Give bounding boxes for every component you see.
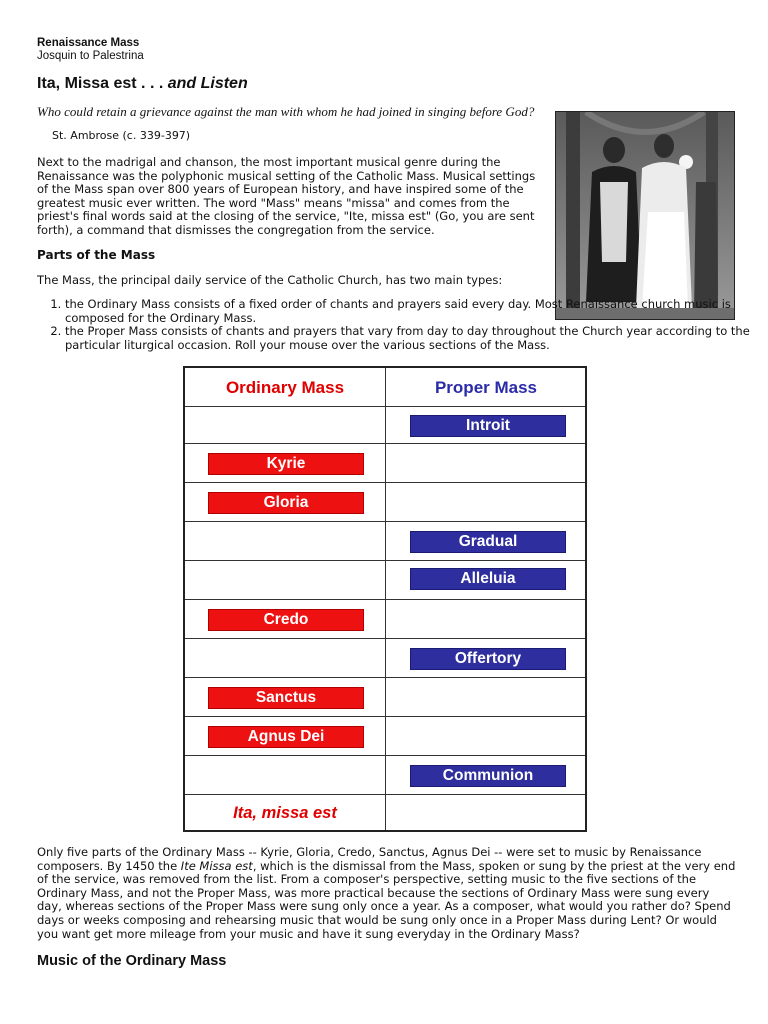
ite-missa-est-term: Ite Missa est <box>180 858 253 873</box>
intro-paragraph: Next to the madrigal and chanson, the most important musical genre during the Renaissance was the polyphonic musical setting of the Catholic Mass. Musical settings of the Mass span over 800 years of European history, and have inspired some of the greatest music ever written. The word "Mass" means "missa" and comes from the priest's final words said at the closing of the service, "Ite, missa est" (Go, you are sent forth), a command that dismisses the congregation from the service. <box>37 155 536 237</box>
ordinary-mass-header: Ordinary Mass <box>225 378 345 397</box>
page-title <box>37 75 248 93</box>
row-divider <box>185 482 585 483</box>
alleluia-button[interactable]: Alleluia <box>410 568 566 590</box>
mass-sections-table <box>183 366 587 832</box>
row-divider <box>185 406 585 407</box>
list-item: 1. the Ordinary Mass consists of a fixed order of chants and prayers said every day. Most Renaissance church music is composed for the Ordinary Mass. <box>65 298 768 325</box>
epigraph-attribution: St. Ambrose (c. 339-397) <box>52 129 191 142</box>
row-divider <box>185 599 585 600</box>
page-title-main: Ita, Missa est . . . <box>37 75 168 92</box>
ita-missa-est-label[interactable]: Ita, missa est <box>233 804 337 822</box>
agnus-dei-button[interactable]: Agnus Dei <box>208 726 364 748</box>
site-title: Renaissance Mass <box>37 37 140 49</box>
credo-button[interactable]: Credo <box>208 609 364 631</box>
parts-heading: Parts of the Mass <box>37 248 156 262</box>
row-divider <box>185 755 585 756</box>
mass-types-list <box>37 298 768 352</box>
closing-paragraph <box>37 846 737 941</box>
gradual-button[interactable]: Gradual <box>410 531 566 553</box>
priests-procession-photo <box>555 111 735 320</box>
list-item: 2. the Proper Mass consists of chants and prayers that vary from day to day throughout the Church year according to the particular liturgical occasion. Roll your mouse over the various sections of the Mass. <box>65 325 768 352</box>
epigraph-quote: Who could retain a grievance against the man with whom he had joined in singing before God? <box>37 104 535 119</box>
closing-paragraph-part-b: , which is the dismissal from the Mass, spoken or sung by the priest at the very end of the service, was removed from the list. From a composer's perspective, setting music to the five sections of the Ordinary Mass, and not the Proper Mass, was more practical because the sections of Ordinary Mass were sung every day, whereas sections of the Proper Mass were sung only once a year. As a composer, what would you rather do? Spend days or weeks composing and rehearsing music that would be sung only once in a Proper Mass during Lent? Or would you want get more mileage from your music and have it sung everyday in the Ordinary Mass? <box>37 858 736 941</box>
types-intro: The Mass, the principal daily service of the Catholic Church, has two main types: <box>37 273 503 287</box>
communion-button[interactable]: Communion <box>410 765 566 787</box>
kyrie-button[interactable]: Kyrie <box>208 453 364 475</box>
row-divider <box>185 443 585 444</box>
row-divider <box>185 794 585 795</box>
music-ordinary-heading: Music of the Ordinary Mass <box>37 953 227 969</box>
proper-mass-header: Proper Mass <box>434 378 538 397</box>
row-divider <box>185 716 585 717</box>
row-divider <box>185 560 585 561</box>
page-title-emphasis: and Listen <box>167 75 248 92</box>
row-divider <box>185 521 585 522</box>
gloria-button[interactable]: Gloria <box>208 492 364 514</box>
row-divider <box>185 677 585 678</box>
site-subtitle: Josquin to Palestrina <box>37 50 144 62</box>
sanctus-button[interactable]: Sanctus <box>208 687 364 709</box>
row-divider <box>185 638 585 639</box>
offertory-button[interactable]: Offertory <box>410 648 566 670</box>
closing-paragraph-part-a: Only five parts of the Ordinary Mass -- Kyrie, Gloria, Credo, Sanctus, Agnus Dei -- were set to music by Renaissance composers. By 1450 the <box>37 845 702 873</box>
introit-button[interactable]: Introit <box>410 415 566 437</box>
